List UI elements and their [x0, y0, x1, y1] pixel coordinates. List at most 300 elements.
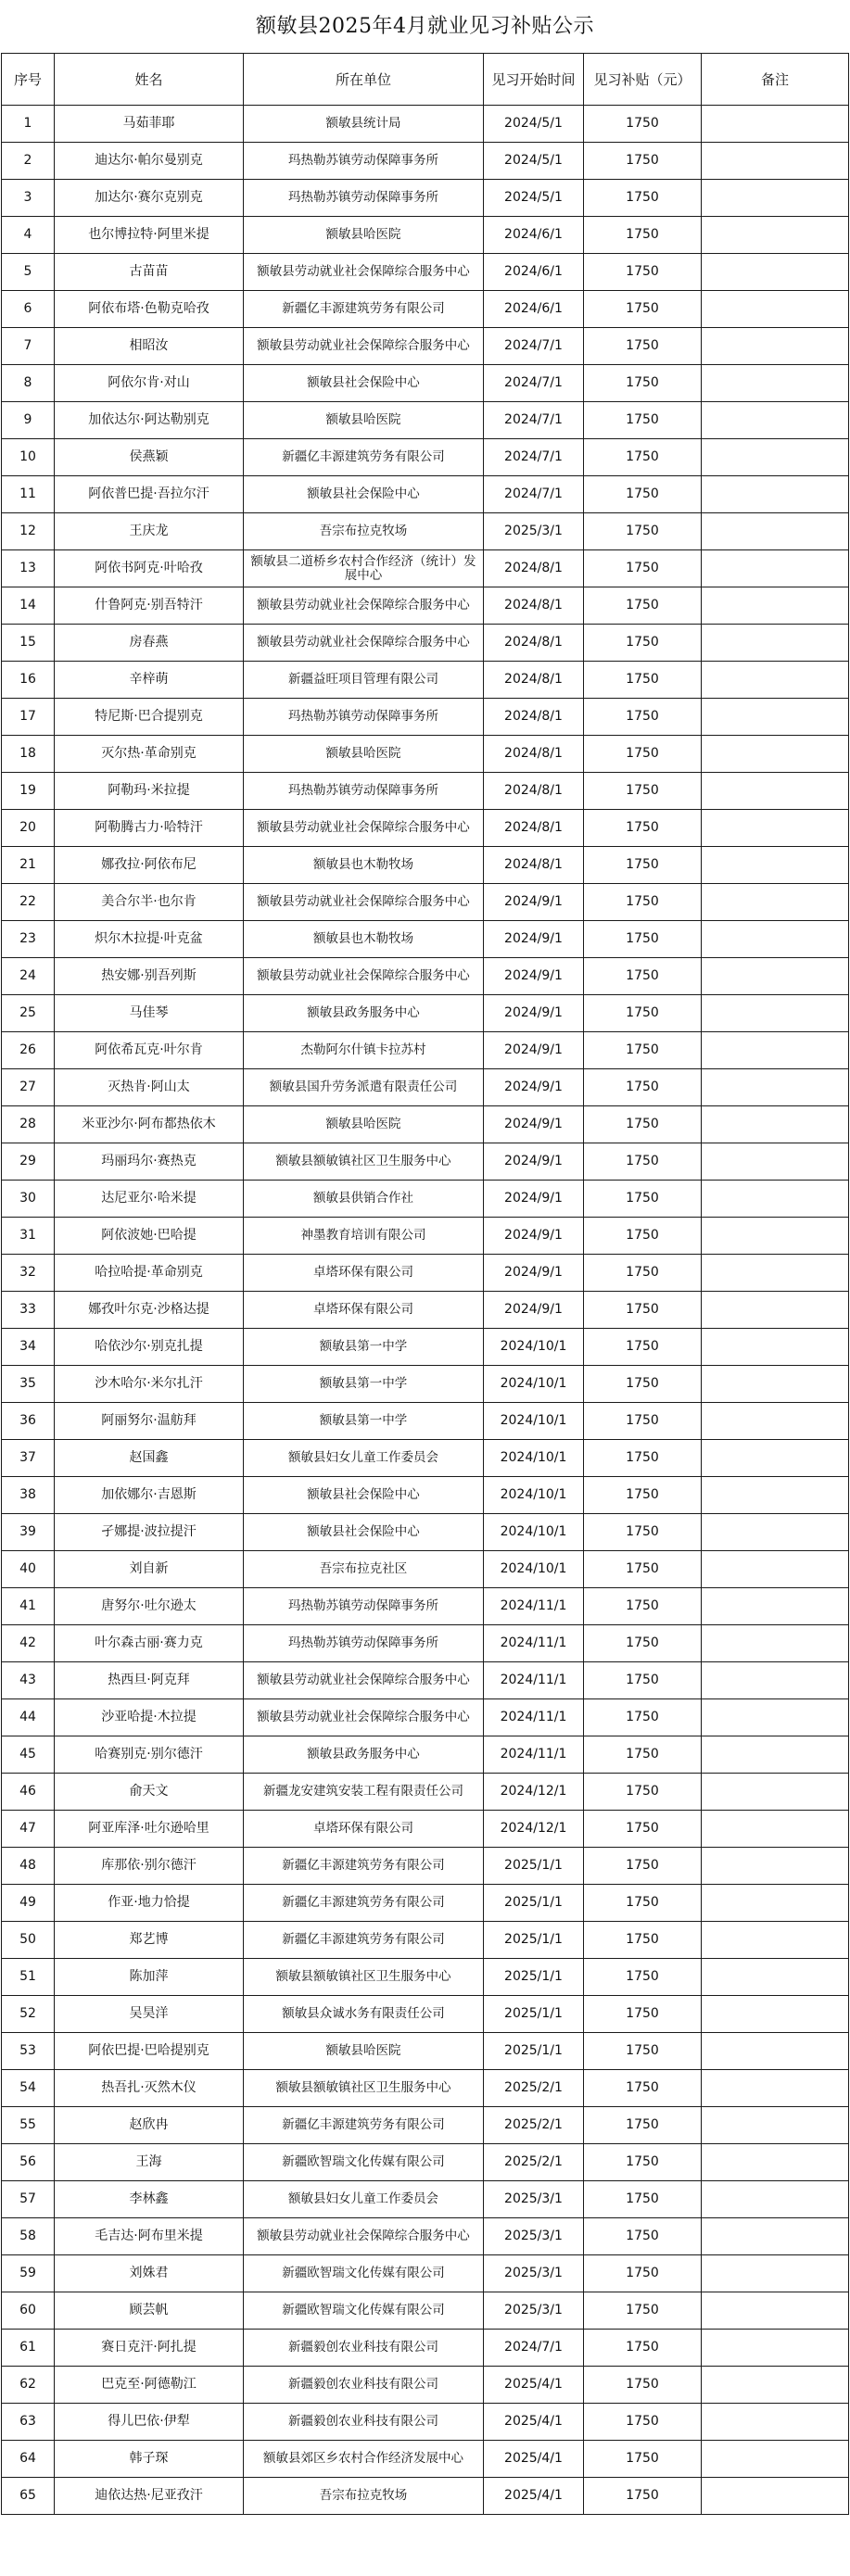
table-row: [2, 1440, 849, 1477]
cell-amount: 1750: [584, 884, 702, 921]
cell-no: 38: [2, 1477, 55, 1514]
cell-start-date: 2024/8/1: [484, 699, 584, 736]
cell-amount: 1750: [584, 365, 702, 402]
cell-name: 哈拉哈提·革命别克: [55, 1255, 244, 1292]
cell-amount: 1750: [584, 1366, 702, 1403]
cell-name: 唐努尔·吐尔逊太: [55, 1588, 244, 1625]
cell-no: 21: [2, 847, 55, 884]
cell-note: [702, 1699, 849, 1736]
cell-note: [702, 847, 849, 884]
cell-unit: 额敏县社会保险中心: [244, 1477, 484, 1514]
cell-amount: 1750: [584, 736, 702, 773]
cell-name: 陈加萍: [55, 1959, 244, 1996]
cell-unit: 额敏县国升劳务派遣有限责任公司: [244, 1069, 484, 1106]
cell-no: 41: [2, 1588, 55, 1625]
cell-start-date: 2024/8/1: [484, 847, 584, 884]
cell-amount: 1750: [584, 1662, 702, 1699]
cell-amount: 1750: [584, 1032, 702, 1069]
cell-amount: 1750: [584, 1403, 702, 1440]
cell-unit: 新疆亿丰源建筑劳务有限公司: [244, 2107, 484, 2144]
cell-unit: 额敏县哈医院: [244, 736, 484, 773]
table-row: [2, 254, 849, 291]
cell-note: [702, 1514, 849, 1551]
cell-unit: 额敏县社会保险中心: [244, 365, 484, 402]
cell-unit: 额敏县社会保险中心: [244, 476, 484, 513]
cell-amount: 1750: [584, 1143, 702, 1181]
cell-start-date: 2024/11/1: [484, 1625, 584, 1662]
cell-no: 61: [2, 2330, 55, 2367]
cell-amount: 1750: [584, 587, 702, 625]
cell-start-date: 2024/9/1: [484, 884, 584, 921]
cell-unit: 额敏县额敏镇社区卫生服务中心: [244, 2070, 484, 2107]
cell-start-date: 2024/6/1: [484, 291, 584, 328]
cell-no: 24: [2, 958, 55, 995]
cell-name: 米亚沙尔·阿布都热依木: [55, 1106, 244, 1143]
cell-start-date: 2024/12/1: [484, 1774, 584, 1811]
cell-no: 15: [2, 625, 55, 662]
cell-unit: 新疆亿丰源建筑劳务有限公司: [244, 1885, 484, 1922]
cell-no: 11: [2, 476, 55, 513]
table-row: [2, 2107, 849, 2144]
table-row: [2, 476, 849, 513]
cell-name: 毛吉达·阿布里米提: [55, 2218, 244, 2255]
page-title: 额敏县2025年4月就业见习补贴公示: [256, 15, 594, 38]
cell-note: [702, 810, 849, 847]
cell-no: 54: [2, 2070, 55, 2107]
cell-unit: 额敏县第一中学: [244, 1366, 484, 1403]
table-row: [2, 1922, 849, 1959]
cell-unit: 额敏县妇女儿童工作委员会: [244, 1440, 484, 1477]
cell-unit: 新疆毅创农业科技有限公司: [244, 2330, 484, 2367]
table-row: [2, 1848, 849, 1885]
cell-start-date: 2024/8/1: [484, 625, 584, 662]
cell-note: [702, 1848, 849, 1885]
cell-no: 62: [2, 2367, 55, 2404]
cell-no: 65: [2, 2478, 55, 2515]
cell-name: 相昭汝: [55, 328, 244, 365]
cell-note: [702, 2292, 849, 2330]
cell-amount: 1750: [584, 1699, 702, 1736]
cell-no: 5: [2, 254, 55, 291]
cell-no: 45: [2, 1736, 55, 1774]
cell-name: 阿依尔肯·对山: [55, 365, 244, 402]
cell-amount: 1750: [584, 921, 702, 958]
cell-note: [702, 2107, 849, 2144]
cell-amount: 1750: [584, 2292, 702, 2330]
cell-note: [702, 587, 849, 625]
cell-name: 得儿巴依·伊犁: [55, 2404, 244, 2441]
cell-start-date: 2024/11/1: [484, 1588, 584, 1625]
cell-note: [702, 1662, 849, 1699]
cell-start-date: 2024/11/1: [484, 1699, 584, 1736]
cell-start-date: 2024/8/1: [484, 773, 584, 810]
cell-note: [702, 1440, 849, 1477]
cell-unit: 额敏县劳动就业社会保障综合服务中心: [244, 254, 484, 291]
cell-name: 迪依达热·尼亚孜汗: [55, 2478, 244, 2515]
cell-note: [702, 1625, 849, 1662]
cell-amount: 1750: [584, 1218, 702, 1255]
cell-name: 热西旦·阿克拜: [55, 1662, 244, 1699]
cell-no: 43: [2, 1662, 55, 1699]
cell-amount: 1750: [584, 106, 702, 143]
cell-no: 44: [2, 1699, 55, 1736]
cell-name: 叶尔森古丽·赛力克: [55, 1625, 244, 1662]
cell-start-date: 2024/7/1: [484, 402, 584, 439]
cell-no: 37: [2, 1440, 55, 1477]
table-row: [2, 810, 849, 847]
cell-amount: 1750: [584, 1106, 702, 1143]
cell-note: [702, 365, 849, 402]
cell-note: [702, 143, 849, 180]
cell-unit: 额敏县劳动就业社会保障综合服务中心: [244, 1699, 484, 1736]
table-row: [2, 1514, 849, 1551]
cell-unit: 玛热勒苏镇劳动保障事务所: [244, 773, 484, 810]
cell-name: 达尼亚尔·哈米提: [55, 1181, 244, 1218]
cell-amount: 1750: [584, 1996, 702, 2033]
cell-unit: 额敏县也木勒牧场: [244, 847, 484, 884]
cell-amount: 1750: [584, 662, 702, 699]
cell-start-date: 2024/9/1: [484, 921, 584, 958]
cell-start-date: 2024/6/1: [484, 254, 584, 291]
table-row: [2, 2478, 849, 2515]
cell-start-date: 2025/1/1: [484, 1996, 584, 2033]
cell-note: [702, 2255, 849, 2292]
cell-start-date: 2024/10/1: [484, 1440, 584, 1477]
table-row: [2, 2441, 849, 2478]
cell-no: 42: [2, 1625, 55, 1662]
table-row: [2, 180, 849, 217]
cell-amount: 1750: [584, 143, 702, 180]
cell-amount: 1750: [584, 1588, 702, 1625]
cell-no: 6: [2, 291, 55, 328]
cell-unit: 新疆亿丰源建筑劳务有限公司: [244, 1848, 484, 1885]
cell-name: 吴昊洋: [55, 1996, 244, 2033]
cell-unit: 额敏县众诚水务有限责任公司: [244, 1996, 484, 2033]
cell-start-date: 2024/7/1: [484, 439, 584, 476]
table-row: [2, 587, 849, 625]
table-row: [2, 217, 849, 254]
table-row: [2, 1996, 849, 2033]
table-row: [2, 773, 849, 810]
cell-amount: 1750: [584, 1885, 702, 1922]
table-row: [2, 439, 849, 476]
cell-unit: 新疆毅创农业科技有限公司: [244, 2367, 484, 2404]
table-row: [2, 662, 849, 699]
cell-note: [702, 1996, 849, 2033]
cell-name: 郑艺博: [55, 1922, 244, 1959]
table-row: [2, 1143, 849, 1181]
cell-name: 特尼斯·巴合提别克: [55, 699, 244, 736]
cell-name: 热吾扎·灭然木仪: [55, 2070, 244, 2107]
cell-name: 房春燕: [55, 625, 244, 662]
cell-note: [702, 699, 849, 736]
cell-amount: 1750: [584, 1736, 702, 1774]
cell-unit: 玛热勒苏镇劳动保障事务所: [244, 1625, 484, 1662]
cell-amount: 1750: [584, 1329, 702, 1366]
cell-name: 加依娜尔·吉恩斯: [55, 1477, 244, 1514]
cell-note: [702, 1736, 849, 1774]
cell-no: 39: [2, 1514, 55, 1551]
cell-name: 阿勒玛·米拉提: [55, 773, 244, 810]
cell-name: 也尔博拉特·阿里米提: [55, 217, 244, 254]
cell-note: [702, 1329, 849, 1366]
cell-no: 2: [2, 143, 55, 180]
cell-unit: 额敏县妇女儿童工作委员会: [244, 2181, 484, 2218]
table-row: [2, 1662, 849, 1699]
table-row: [2, 2367, 849, 2404]
cell-unit: 新疆欧智瑞文化传媒有限公司: [244, 2144, 484, 2181]
cell-start-date: 2024/5/1: [484, 143, 584, 180]
table-row: [2, 736, 849, 773]
cell-unit: 额敏县政务服务中心: [244, 995, 484, 1032]
cell-unit: 额敏县社会保险中心: [244, 1514, 484, 1551]
table-row: [2, 995, 849, 1032]
cell-amount: 1750: [584, 291, 702, 328]
cell-no: 35: [2, 1366, 55, 1403]
cell-unit: 吾宗布拉克牧场: [244, 513, 484, 550]
cell-no: 29: [2, 1143, 55, 1181]
cell-note: [702, 2181, 849, 2218]
cell-amount: 1750: [584, 1477, 702, 1514]
table-row: [2, 2404, 849, 2441]
cell-amount: 1750: [584, 2441, 702, 2478]
cell-note: [702, 513, 849, 550]
cell-note: [702, 550, 849, 587]
table-row: [2, 699, 849, 736]
cell-unit: 额敏县供销合作社: [244, 1181, 484, 1218]
cell-amount: 1750: [584, 2107, 702, 2144]
table-row: [2, 958, 849, 995]
cell-amount: 1750: [584, 1255, 702, 1292]
cell-amount: 1750: [584, 2181, 702, 2218]
header-row: [2, 54, 849, 106]
cell-start-date: 2024/12/1: [484, 1811, 584, 1848]
cell-note: [702, 1588, 849, 1625]
cell-amount: 1750: [584, 995, 702, 1032]
cell-unit: 额敏县劳动就业社会保障综合服务中心: [244, 884, 484, 921]
cell-unit: 新疆龙安建筑安装工程有限责任公司: [244, 1774, 484, 1811]
cell-amount: 1750: [584, 2478, 702, 2515]
table-row: [2, 291, 849, 328]
cell-note: [702, 217, 849, 254]
cell-amount: 1750: [584, 439, 702, 476]
cell-name: 玛丽玛尔·赛热克: [55, 1143, 244, 1181]
cell-note: [702, 1292, 849, 1329]
cell-start-date: 2025/1/1: [484, 1848, 584, 1885]
cell-name: 阿亚库泽·吐尔逊哈里: [55, 1811, 244, 1848]
table-row: [2, 1736, 849, 1774]
cell-name: 哈赛别克·别尔德汗: [55, 1736, 244, 1774]
cell-name: 刘自新: [55, 1551, 244, 1588]
cell-note: [702, 2367, 849, 2404]
cell-name: 刘姝君: [55, 2255, 244, 2292]
cell-unit: 额敏县劳动就业社会保障综合服务中心: [244, 2218, 484, 2255]
cell-start-date: 2024/8/1: [484, 810, 584, 847]
header-note: 备注: [702, 54, 849, 106]
cell-note: [702, 1181, 849, 1218]
cell-start-date: 2025/3/1: [484, 2218, 584, 2255]
cell-no: 25: [2, 995, 55, 1032]
table-row: [2, 2144, 849, 2181]
cell-unit: 额敏县劳动就业社会保障综合服务中心: [244, 810, 484, 847]
cell-unit: 玛热勒苏镇劳动保障事务所: [244, 180, 484, 217]
cell-name: 阿依书阿克·叶哈孜: [55, 550, 244, 587]
header-name: 姓名: [55, 54, 244, 106]
cell-note: [702, 1477, 849, 1514]
cell-no: 64: [2, 2441, 55, 2478]
cell-start-date: 2024/9/1: [484, 1106, 584, 1143]
cell-note: [702, 328, 849, 365]
cell-unit: 新疆欧智瑞文化传媒有限公司: [244, 2292, 484, 2330]
cell-no: 51: [2, 1959, 55, 1996]
table-row: [2, 1699, 849, 1736]
table-row: [2, 365, 849, 402]
cell-start-date: 2024/10/1: [484, 1477, 584, 1514]
cell-no: 48: [2, 1848, 55, 1885]
cell-no: 32: [2, 1255, 55, 1292]
header-start-date: 见习开始时间: [484, 54, 584, 106]
cell-start-date: 2024/10/1: [484, 1366, 584, 1403]
cell-start-date: 2025/2/1: [484, 2070, 584, 2107]
cell-start-date: 2025/2/1: [484, 2107, 584, 2144]
cell-start-date: 2024/11/1: [484, 1662, 584, 1699]
cell-name: 顾芸帆: [55, 2292, 244, 2330]
cell-name: 作亚·地力恰提: [55, 1885, 244, 1922]
cell-amount: 1750: [584, 476, 702, 513]
cell-amount: 1750: [584, 1625, 702, 1662]
cell-unit: 额敏县劳动就业社会保障综合服务中心: [244, 625, 484, 662]
cell-amount: 1750: [584, 513, 702, 550]
cell-name: 马茹菲耶: [55, 106, 244, 143]
cell-start-date: 2024/8/1: [484, 587, 584, 625]
table-row: [2, 1255, 849, 1292]
cell-unit: 卓塔环保有限公司: [244, 1292, 484, 1329]
cell-no: 12: [2, 513, 55, 550]
cell-amount: 1750: [584, 2070, 702, 2107]
cell-start-date: 2024/11/1: [484, 1736, 584, 1774]
cell-amount: 1750: [584, 2255, 702, 2292]
cell-amount: 1750: [584, 402, 702, 439]
cell-amount: 1750: [584, 1848, 702, 1885]
cell-name: 沙木哈尔·米尔扎汗: [55, 1366, 244, 1403]
cell-no: 31: [2, 1218, 55, 1255]
cell-amount: 1750: [584, 1181, 702, 1218]
cell-name: 赛日克汗·阿扎提: [55, 2330, 244, 2367]
table-row: [2, 1069, 849, 1106]
cell-name: 灭尔热·革命别克: [55, 736, 244, 773]
table-row: [2, 2255, 849, 2292]
cell-no: 9: [2, 402, 55, 439]
table-row: [2, 1959, 849, 1996]
cell-amount: 1750: [584, 2144, 702, 2181]
cell-note: [702, 2218, 849, 2255]
cell-unit: 新疆毅创农业科技有限公司: [244, 2404, 484, 2441]
cell-no: 53: [2, 2033, 55, 2070]
cell-amount: 1750: [584, 1440, 702, 1477]
cell-start-date: 2025/4/1: [484, 2367, 584, 2404]
cell-note: [702, 625, 849, 662]
cell-start-date: 2025/1/1: [484, 1959, 584, 1996]
cell-name: 阿勒腾古力·哈特汗: [55, 810, 244, 847]
cell-amount: 1750: [584, 1292, 702, 1329]
cell-note: [702, 2441, 849, 2478]
table-row: [2, 1329, 849, 1366]
cell-amount: 1750: [584, 810, 702, 847]
cell-unit: 卓塔环保有限公司: [244, 1255, 484, 1292]
cell-start-date: 2024/9/1: [484, 1143, 584, 1181]
table-row: [2, 1403, 849, 1440]
cell-name: 美合尔半·也尔肯: [55, 884, 244, 921]
cell-start-date: 2024/9/1: [484, 995, 584, 1032]
table-row: [2, 625, 849, 662]
cell-unit: 新疆欧智瑞文化传媒有限公司: [244, 2255, 484, 2292]
subsidy-table: [1, 53, 849, 2515]
cell-start-date: 2025/2/1: [484, 2144, 584, 2181]
cell-no: 30: [2, 1181, 55, 1218]
cell-start-date: 2024/8/1: [484, 662, 584, 699]
cell-name: 辛梓萌: [55, 662, 244, 699]
cell-amount: 1750: [584, 180, 702, 217]
cell-start-date: 2024/9/1: [484, 958, 584, 995]
cell-name: 热安娜·别吾列斯: [55, 958, 244, 995]
cell-amount: 1750: [584, 958, 702, 995]
cell-name: 沙亚哈提·木拉提: [55, 1699, 244, 1736]
cell-unit: 额敏县哈医院: [244, 217, 484, 254]
cell-note: [702, 2070, 849, 2107]
cell-unit: 额敏县二道桥乡农村合作经济（统计）发展中心: [244, 550, 484, 587]
cell-name: 阿丽努尔·温舫拜: [55, 1403, 244, 1440]
cell-note: [702, 773, 849, 810]
cell-amount: 1750: [584, 2330, 702, 2367]
cell-note: [702, 106, 849, 143]
cell-unit: 额敏县哈医院: [244, 2033, 484, 2070]
cell-note: [702, 2478, 849, 2515]
cell-name: 什鲁阿克·别吾特汗: [55, 587, 244, 625]
table-row: [2, 1625, 849, 1662]
cell-no: 59: [2, 2255, 55, 2292]
cell-note: [702, 1218, 849, 1255]
cell-no: 60: [2, 2292, 55, 2330]
cell-start-date: 2024/7/1: [484, 328, 584, 365]
cell-amount: 1750: [584, 1514, 702, 1551]
table-row: [2, 1588, 849, 1625]
table-row: [2, 1292, 849, 1329]
table-row: [2, 2033, 849, 2070]
cell-note: [702, 1069, 849, 1106]
cell-name: 巴克至·阿德勒江: [55, 2367, 244, 2404]
cell-unit: 额敏县劳动就业社会保障综合服务中心: [244, 587, 484, 625]
table-row: [2, 143, 849, 180]
table-row: [2, 1032, 849, 1069]
cell-name: 马佳琴: [55, 995, 244, 1032]
cell-start-date: 2024/5/1: [484, 106, 584, 143]
cell-no: 40: [2, 1551, 55, 1588]
cell-amount: 1750: [584, 217, 702, 254]
cell-no: 10: [2, 439, 55, 476]
cell-amount: 1750: [584, 1551, 702, 1588]
cell-unit: 玛热勒苏镇劳动保障事务所: [244, 1588, 484, 1625]
cell-unit: 玛热勒苏镇劳动保障事务所: [244, 143, 484, 180]
cell-no: 58: [2, 2218, 55, 2255]
cell-no: 50: [2, 1922, 55, 1959]
cell-name: 赵欣冉: [55, 2107, 244, 2144]
cell-start-date: 2024/7/1: [484, 476, 584, 513]
cell-name: 李林鑫: [55, 2181, 244, 2218]
cell-no: 22: [2, 884, 55, 921]
table-row: [2, 402, 849, 439]
cell-unit: 额敏县郊区乡农村合作经济发展中心: [244, 2441, 484, 2478]
cell-note: [702, 1366, 849, 1403]
